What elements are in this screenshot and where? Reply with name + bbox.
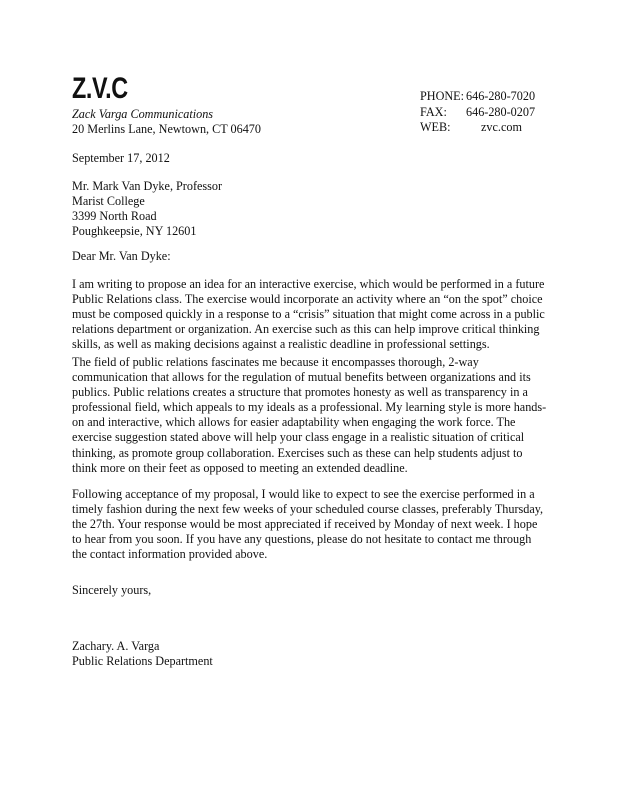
body-paragraph-3	[72, 487, 550, 562]
paragraph-line: I am writing to propose an idea for an interactive exercise, which would be performed in a future	[72, 277, 545, 291]
contact-block	[420, 89, 535, 136]
paragraph-line: on and interactive, which allows for easier adaptability when engaging the work force. The	[72, 415, 516, 430]
paragraph-line: Following acceptance of my proposal, I would like to expect to see the exercise performed in a	[72, 487, 535, 501]
recipient-institution: Marist College	[72, 194, 145, 208]
recipient-name: Mr. Mark Van Dyke, Professor	[72, 179, 223, 193]
signature-block	[72, 639, 213, 669]
web-row	[420, 120, 535, 136]
recipient-street: 3399 North Road	[72, 209, 157, 223]
paragraph-line: professional field, which appeals to my ideals as a professional. My learning style is more hands-	[72, 400, 547, 415]
phone-number: 646-280-7020	[466, 89, 536, 103]
fax-number: 646-280-0207	[466, 104, 536, 119]
signer-department: Public Relations Department	[72, 654, 213, 668]
phone-row	[420, 89, 535, 105]
paragraph-line: the 27th. Your response would be most appreciated if received by Monday of next week. I hope	[72, 517, 538, 532]
paragraph-line: timely fashion during the next few weeks of your scheduled course classes, preferably Thursday,	[72, 502, 544, 517]
fax-label: FAX:	[420, 104, 447, 119]
paragraph-line: the contact information provided above.	[72, 547, 268, 562]
paragraph-line: think more on their feet as opposed to meeting an extended deadline.	[72, 460, 408, 475]
sender-address: 20 Merlins Lane, Newtown, CT 06470	[72, 122, 261, 136]
company-logo: Z.V.C	[72, 72, 128, 105]
body-paragraph-2	[72, 355, 550, 476]
paragraph-line: must be composed quickly in a response to a “crisis” situation that might come across in a public	[72, 307, 545, 322]
paragraph-line: The field of public relations fascinates me because it encompasses thorough, 2-way	[72, 355, 479, 369]
recipient-city: Poughkeepsie, NY 12601	[72, 224, 197, 238]
paragraph-line: relations department or organization. An exercise such as this can help improve critical thinking	[72, 322, 540, 337]
paragraph-line: thinking, as promote group collaboration. Exercises such as these can help students adjust to	[72, 445, 523, 460]
paragraph-line: communication that allows for the regulation of mutual benefits between organizations and its	[72, 370, 531, 385]
paragraph-line: skills, as well as making decisions against a realistic deadline in professional settings.	[72, 337, 490, 352]
paragraph-line: Public Relations class. The exercise would incorporate an activity where an “on the spot” choice	[72, 292, 543, 307]
signer-name: Zachary. A. Varga	[72, 639, 160, 653]
paragraph-line: exercise suggestion stated above will help your class engage in a realistic situation of critical	[72, 430, 525, 445]
phone-label: PHONE:	[420, 89, 465, 103]
recipient-address	[72, 179, 222, 239]
paragraph-line: to hear from you soon. If you have any questions, please do not hesitate to contact me through	[72, 532, 532, 547]
web-label: WEB:	[420, 120, 451, 134]
salutation: Dear Mr. Van Dyke:	[72, 249, 171, 263]
letter-date: September 17, 2012	[72, 151, 170, 165]
fax-row	[420, 105, 535, 121]
body-paragraph-1	[72, 277, 550, 352]
company-name: Zack Varga Communications	[72, 107, 214, 121]
paragraph-line: publics. Public relations creates a structure that promotes honesty as well as transparency in a	[72, 385, 528, 400]
closing: Sincerely yours,	[72, 583, 152, 597]
web-address: zvc.com	[481, 120, 522, 134]
